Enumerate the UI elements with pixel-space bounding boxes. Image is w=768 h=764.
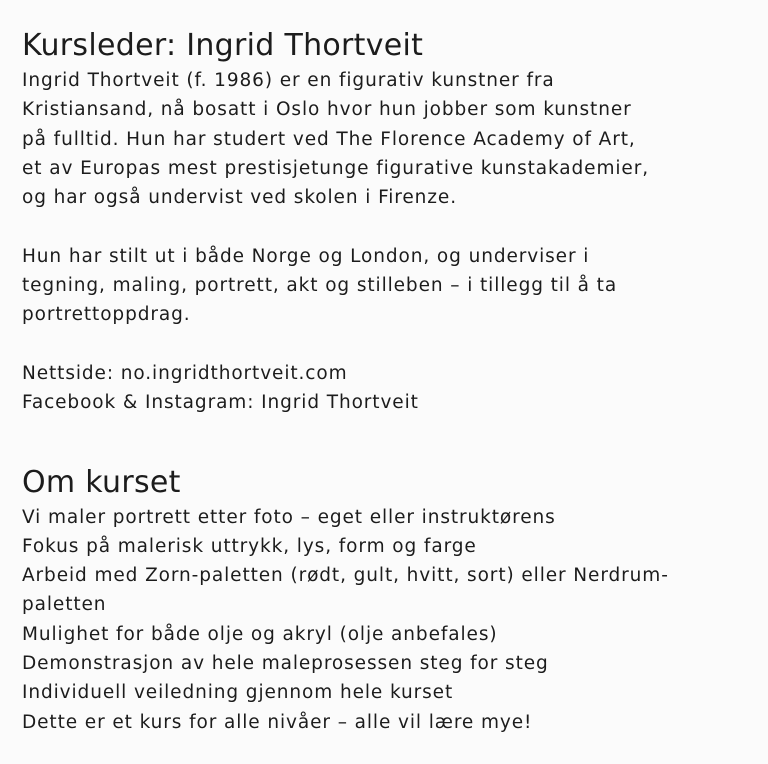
paragraph-gap [22, 330, 762, 359]
course-line: Mulighet for både olje og akryl (olje anbefales) [22, 623, 498, 645]
course-line: paletten [22, 594, 107, 616]
exhibit-line: portrettoppdrag. [22, 304, 191, 326]
section-gap [22, 418, 762, 463]
course-line: Demonstrasjon av hele maleprosessen steg for steg [22, 653, 549, 675]
exhibit-line: Hun har stilt ut i både Norge og London, og underviser i [22, 245, 590, 267]
social-line: Facebook & Instagram: Ingrid Thortveit [22, 392, 419, 414]
exhibit-line: tegning, maling, portrett, akt og stilleben – i tillegg til å ta [22, 275, 618, 297]
course-line: Vi maler portrett etter foto – eget eller instruktørens [22, 506, 556, 528]
course-line: Arbeid med Zorn-paletten (rødt, gult, hvitt, sort) eller Nerdrum- [22, 565, 669, 587]
bio-line: et av Europas mest prestisjetunge figurative kunstakademier, [22, 157, 649, 179]
website-line: Nettside: no.ingridthortveit.com [22, 362, 348, 384]
document-page [22, 26, 762, 737]
instructor-contact [22, 359, 762, 418]
bio-line: på fulltid. Hun har studert ved The Florence Academy of Art, [22, 128, 636, 150]
course-line: Fokus på malerisk uttrykk, lys, form og farge [22, 535, 477, 557]
bio-line: Kristiansand, nå bosatt i Oslo hvor hun jobber som kunstner [22, 99, 632, 121]
course-heading: Om kurset [22, 464, 181, 500]
paragraph-gap [22, 212, 762, 241]
course-list [22, 503, 762, 737]
instructor-heading: Kursleder: Ingrid Thortveit [22, 28, 424, 63]
instructor-exhibits [22, 242, 762, 330]
bio-line: og har også undervist ved skolen i Firenze. [22, 187, 457, 209]
course-line: Individuell veiledning gjennom hele kurset [22, 682, 454, 704]
instructor-bio [22, 66, 762, 212]
course-line: Dette er et kurs for alle nivåer – alle vil lære mye! [22, 711, 533, 733]
bio-line: Ingrid Thortveit (f. 1986) er en figurativ kunstner fra [22, 70, 555, 91]
